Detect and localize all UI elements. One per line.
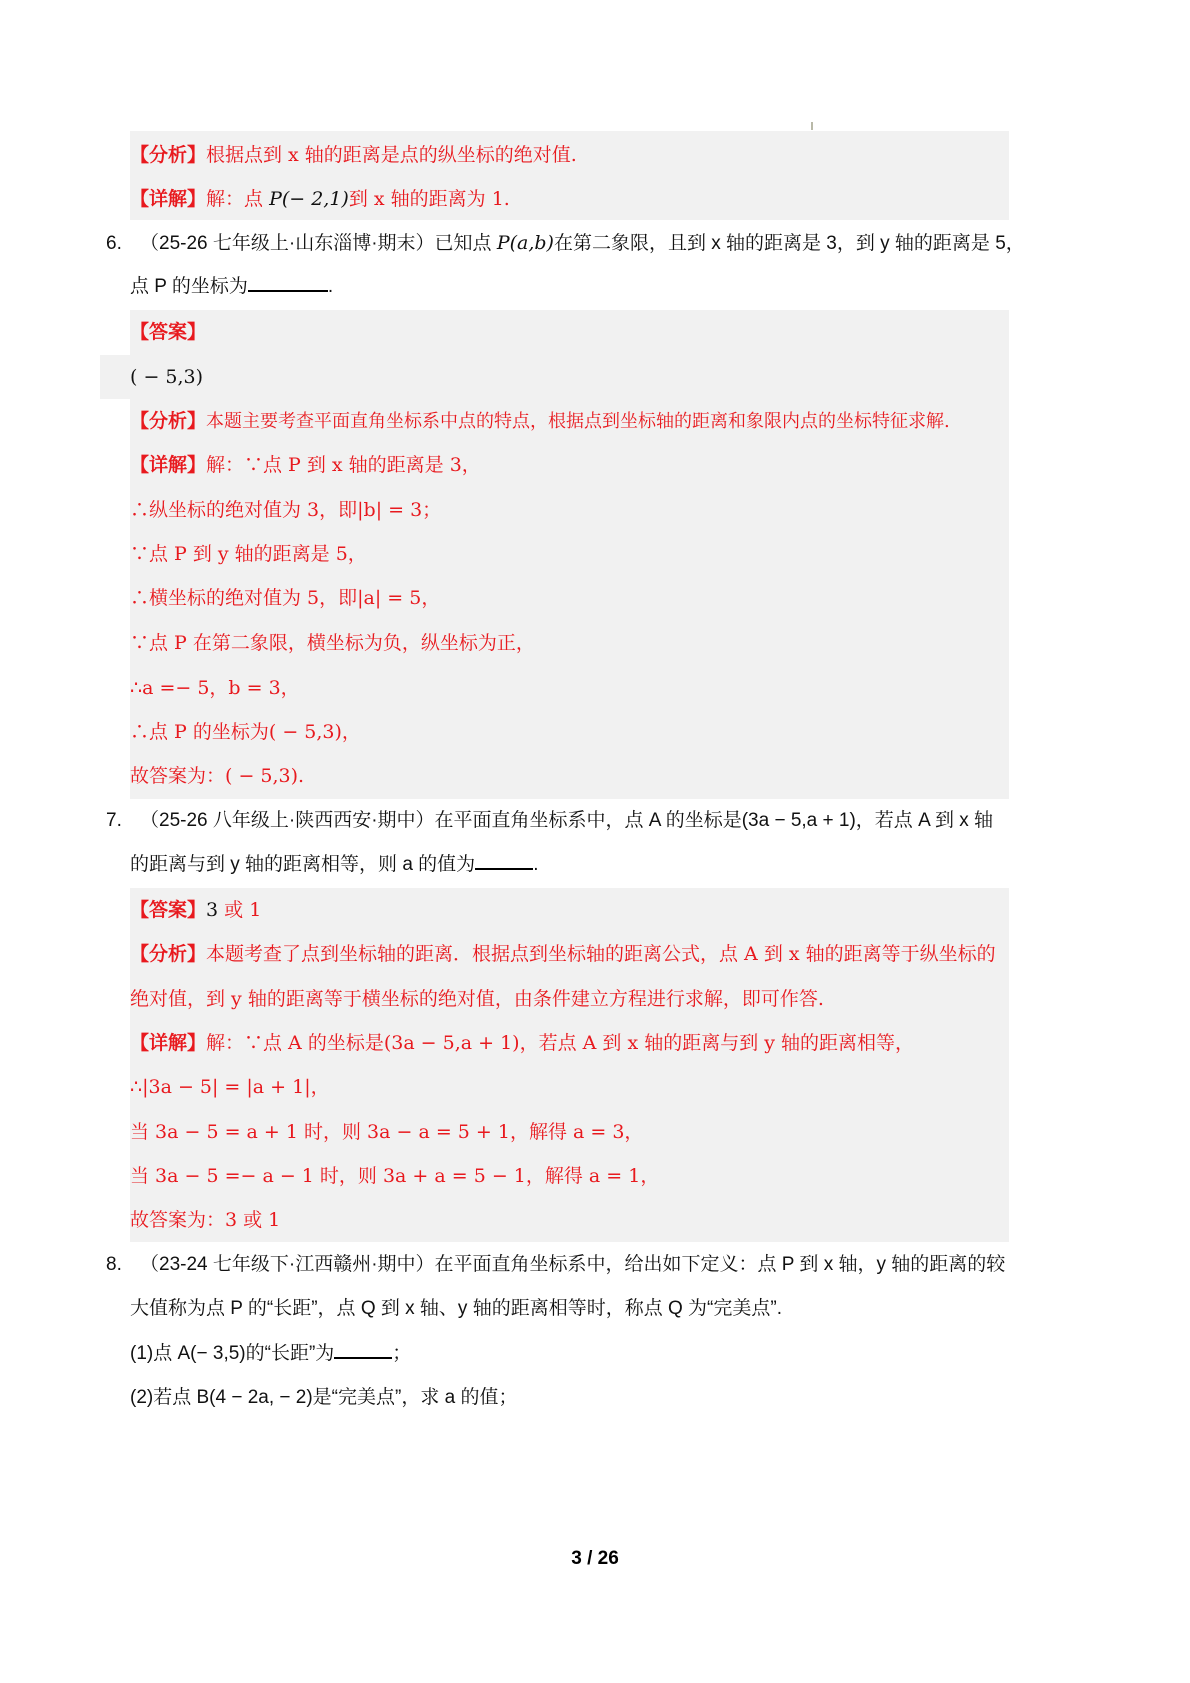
- question-number: 7.: [106, 810, 122, 831]
- stem-period: .: [327, 276, 334, 297]
- answer-blank[interactable]: [248, 270, 328, 292]
- stem-text: 在平面直角坐标系中，点 A 的坐标是(3a − 5,a + 1)，若点 A 到 x 轴: [434, 810, 994, 831]
- q6-answer-block: [130, 310, 1009, 355]
- prev-analysis-line: [130, 133, 577, 177]
- question-source: （25-26 八年级上·陕西西安·期中）: [140, 810, 435, 831]
- part1-end: ；: [392, 1343, 412, 1364]
- detail-text: 解：点: [206, 188, 270, 210]
- q8-part1: [130, 1332, 411, 1376]
- q7-detail-line: [130, 1021, 914, 1065]
- q6-step-5: ∵点 P 在第二象限，横坐标为负，纵坐标为正，: [130, 632, 535, 654]
- q7-stem-line1: [106, 799, 993, 843]
- answer-value-b: 1: [249, 899, 262, 921]
- q7-analysis-line1: [130, 932, 996, 976]
- q6-step-6: ∴a =− 5，b = 3，: [130, 677, 300, 699]
- detail-text-end: 到 x 轴的距离为 1.: [348, 188, 510, 210]
- q6-analysis-line: [130, 399, 950, 443]
- q8-stem-line2: 大值称为点 P 的“长距”，点 Q 到 x 轴、y 轴的距离相等时，称点 Q 为“完美点”.: [130, 1298, 782, 1319]
- q6-answer-tag-line: [130, 310, 206, 354]
- q7-stem-line2: [130, 843, 538, 887]
- q7-answer-line: [130, 888, 261, 932]
- stem-text-end: 在第二象限，且到 x 轴的距离是 3，到 y 轴的距离是 5，: [553, 233, 1025, 254]
- detail-tag: 【详解】: [130, 454, 207, 476]
- analysis-text: 本题考查了点到坐标轴的距离．根据点到坐标轴的距离公式，点 A 到 x 轴的距离等于纵坐标的: [206, 943, 996, 965]
- analysis-tag: 【分析】: [130, 410, 207, 432]
- analysis-text: 根据点到 x 轴的距离是点的纵坐标的绝对值.: [206, 144, 577, 166]
- prev-detail-line: [130, 177, 510, 221]
- stem-period: .: [533, 854, 539, 875]
- detail-step: 解：∵点 A 的坐标是(3a − 5,a + 1)，若点 A 到 x 轴的距离与到 y 轴的距离相等，: [206, 1032, 915, 1054]
- q7-step-3: 当 3a − 5 = a + 1 时，则 3a − a = 5 + 1，解得 a = 3，: [130, 1121, 644, 1143]
- stem-text: 已知点: [434, 233, 497, 254]
- q6-step-4: ∴横坐标的绝对值为 5，即|a| = 5，: [130, 587, 441, 609]
- answer-or: 或: [218, 899, 250, 921]
- q6-step-8: 故答案为：( − 5,3).: [130, 765, 305, 787]
- q8-part2: (2)若点 B(4 − 2a, − 2)是“完美点”，求 a 的值；: [130, 1387, 518, 1408]
- question-number: 6.: [106, 233, 122, 254]
- q7-step-5: 故答案为：3 或 1: [130, 1209, 281, 1231]
- q6-step-7: ∴点 P 的坐标为( − 5,3)，: [130, 721, 361, 743]
- stem-math: P(a,b): [496, 232, 554, 254]
- q6-stem-line1: [106, 221, 1025, 265]
- analysis-text: 本题主要考查平面直角坐标系中点的特点，根据点到坐标轴的距离和象限内点的坐标特征求解.: [206, 411, 950, 432]
- detail-math: P(− 2,1): [269, 188, 349, 210]
- q8-stem-line1: [106, 1243, 1005, 1287]
- q7-analysis-line2: 绝对值，到 y 轴的距离等于横坐标的绝对值，由条件建立方程进行求解，即可作答.: [130, 988, 824, 1010]
- cursor-mark: [811, 122, 813, 130]
- stem-text: 的距离与到 y 轴的距离相等，则 a 的值为: [130, 854, 476, 875]
- page-number: 3 / 26: [571, 1548, 619, 1569]
- stem-text: 在平面直角坐标系中，给出如下定义：点 P 到 x 轴，y 轴的距离的较: [434, 1254, 1006, 1275]
- answer-blank[interactable]: [475, 848, 533, 870]
- q6-detail-line: [130, 443, 481, 487]
- question-source: （25-26 七年级上·山东淄博·期末）: [140, 233, 435, 254]
- answer-tag: 【答案】: [130, 321, 207, 343]
- q6-answer-value: ( − 5,3): [130, 366, 204, 388]
- q7-step-2: ∴|3a − 5| = |a + 1|，: [130, 1076, 330, 1098]
- q6-step-3: ∵点 P 到 y 轴的距离是 5，: [130, 543, 367, 565]
- answer-blank[interactable]: [334, 1337, 392, 1359]
- q6-stem-line2: [130, 265, 333, 309]
- answer-value-a: 3: [206, 899, 219, 921]
- stem-text: 点 P 的坐标为: [130, 276, 248, 297]
- part1-text: (1)点 A(− 3,5)的“长距”为: [130, 1343, 335, 1364]
- analysis-tag: 【分析】: [130, 144, 207, 166]
- analysis-tag: 【分析】: [130, 943, 207, 965]
- detail-tag: 【详解】: [130, 188, 207, 210]
- detail-tag: 【详解】: [130, 1032, 207, 1054]
- question-source: （23-24 七年级下·江西赣州·期中）: [140, 1254, 435, 1275]
- detail-step: 解：∵点 P 到 x 轴的距离是 3，: [206, 454, 481, 476]
- answer-tag: 【答案】: [130, 899, 207, 921]
- q7-step-4: 当 3a − 5 =− a − 1 时，则 3a + a = 5 − 1，解得 a = 1，: [130, 1165, 660, 1187]
- q6-answer-value-block: [100, 355, 1009, 399]
- q6-step-2: ∴纵坐标的绝对值为 3，即|b| = 3；: [130, 499, 442, 521]
- question-number: 8.: [106, 1254, 122, 1275]
